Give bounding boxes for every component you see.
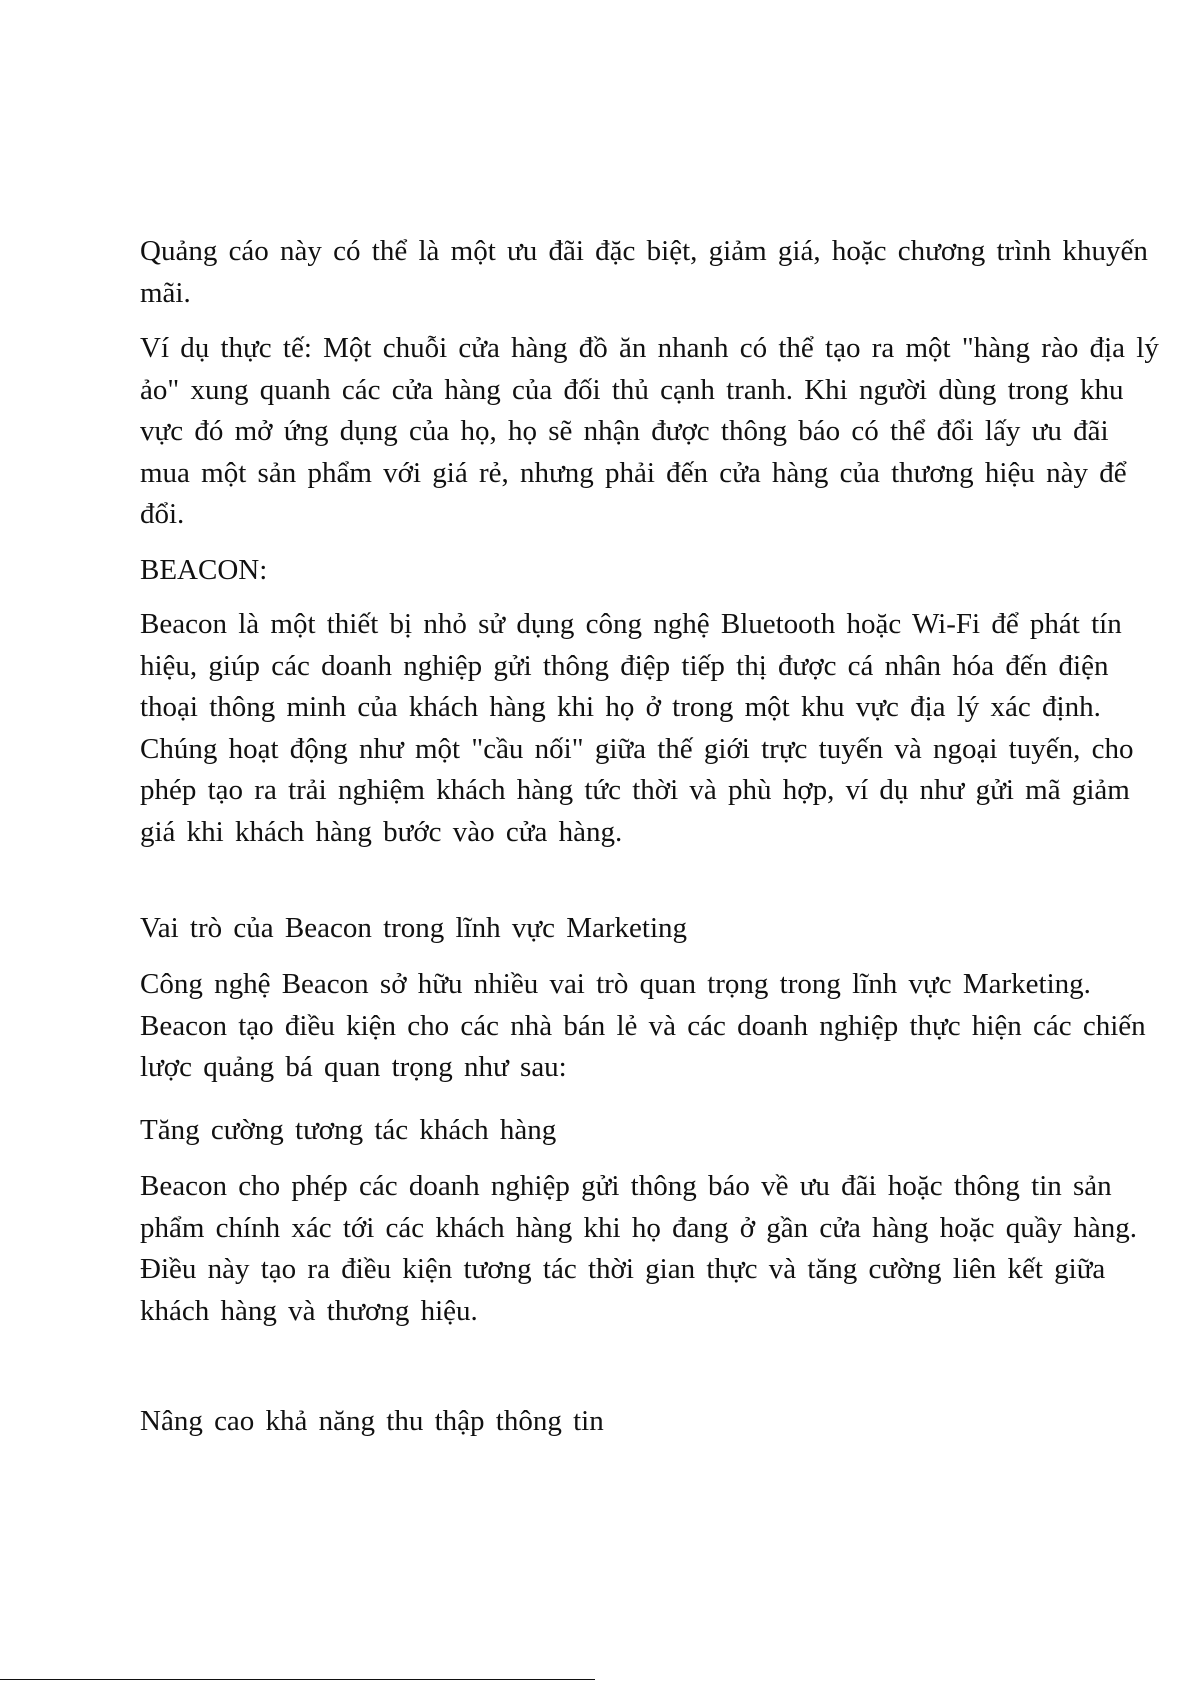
paragraph-real-example: Ví dụ thực tế: Một chuỗi cửa hàng đồ ăn nhanh có thể tạo ra một "hàng rào địa lý ảo" xung quanh các cửa hàng của đối thủ cạnh tranh. Khi người dùng trong khu vực đó mở ứng dụng của họ, họ sẽ nhận được thông báo có thể đổi lấy ưu đãi mua một sản phẩm với giá rẻ, nhưng phải đến cửa hàng của thương hiệu này để đổi. [140,332,1159,531]
footnote-divider [0,1679,595,1680]
heading-information-collection: Nâng cao khả năng thu thập thông tin [140,1405,604,1437]
heading-beacon-marketing-role: Vai trò của Beacon trong lĩnh vực Marketing [140,912,688,944]
heading-customer-engagement: Tăng cường tương tác khách hàng [140,1114,557,1146]
heading-beacon: BEACON: [140,554,268,586]
paragraph-beacon-roles: Công nghệ Beacon sở hữu nhiều vai trò quan trọng trong lĩnh vực Marketing. Beacon tạo điều kiện cho các nhà bán lẻ và các doanh nghiệp thực hiện các chiến lược quảng bá quan trọng như sau: [140,968,1146,1084]
paragraph-customer-engagement: Beacon cho phép các doanh nghiệp gửi thông báo về ưu đãi hoặc thông tin sản phẩm chính xác tới các khách hàng khi họ đang ở gần cửa hàng hoặc quầy hàng. Điều này tạo ra điều kiện tương tác thời gian thực và tăng cường liên kết giữa khách hàng và thương hiệu. [140,1170,1137,1327]
paragraph-beacon-definition: Beacon là một thiết bị nhỏ sử dụng công nghệ Bluetooth hoặc Wi-Fi để phát tín hiệu, giúp các doanh nghiệp gửi thông điệp tiếp thị được cá nhân hóa đến điện thoại thông minh của khách hàng khi họ ở trong một khu vực địa lý xác định. Chúng hoạt động như một "cầu nối" giữa thế giới trực tuyến và ngoại tuyến, cho phép tạo ra trải nghiệm khách hàng tức thời và phù hợp, ví dụ như gửi mã giảm giá khi khách hàng bước vào cửa hàng. [140,608,1134,848]
paragraph-promo-description: Quảng cáo này có thể là một ưu đãi đặc biệt, giảm giá, hoặc chương trình khuyến mãi. [140,235,1148,309]
